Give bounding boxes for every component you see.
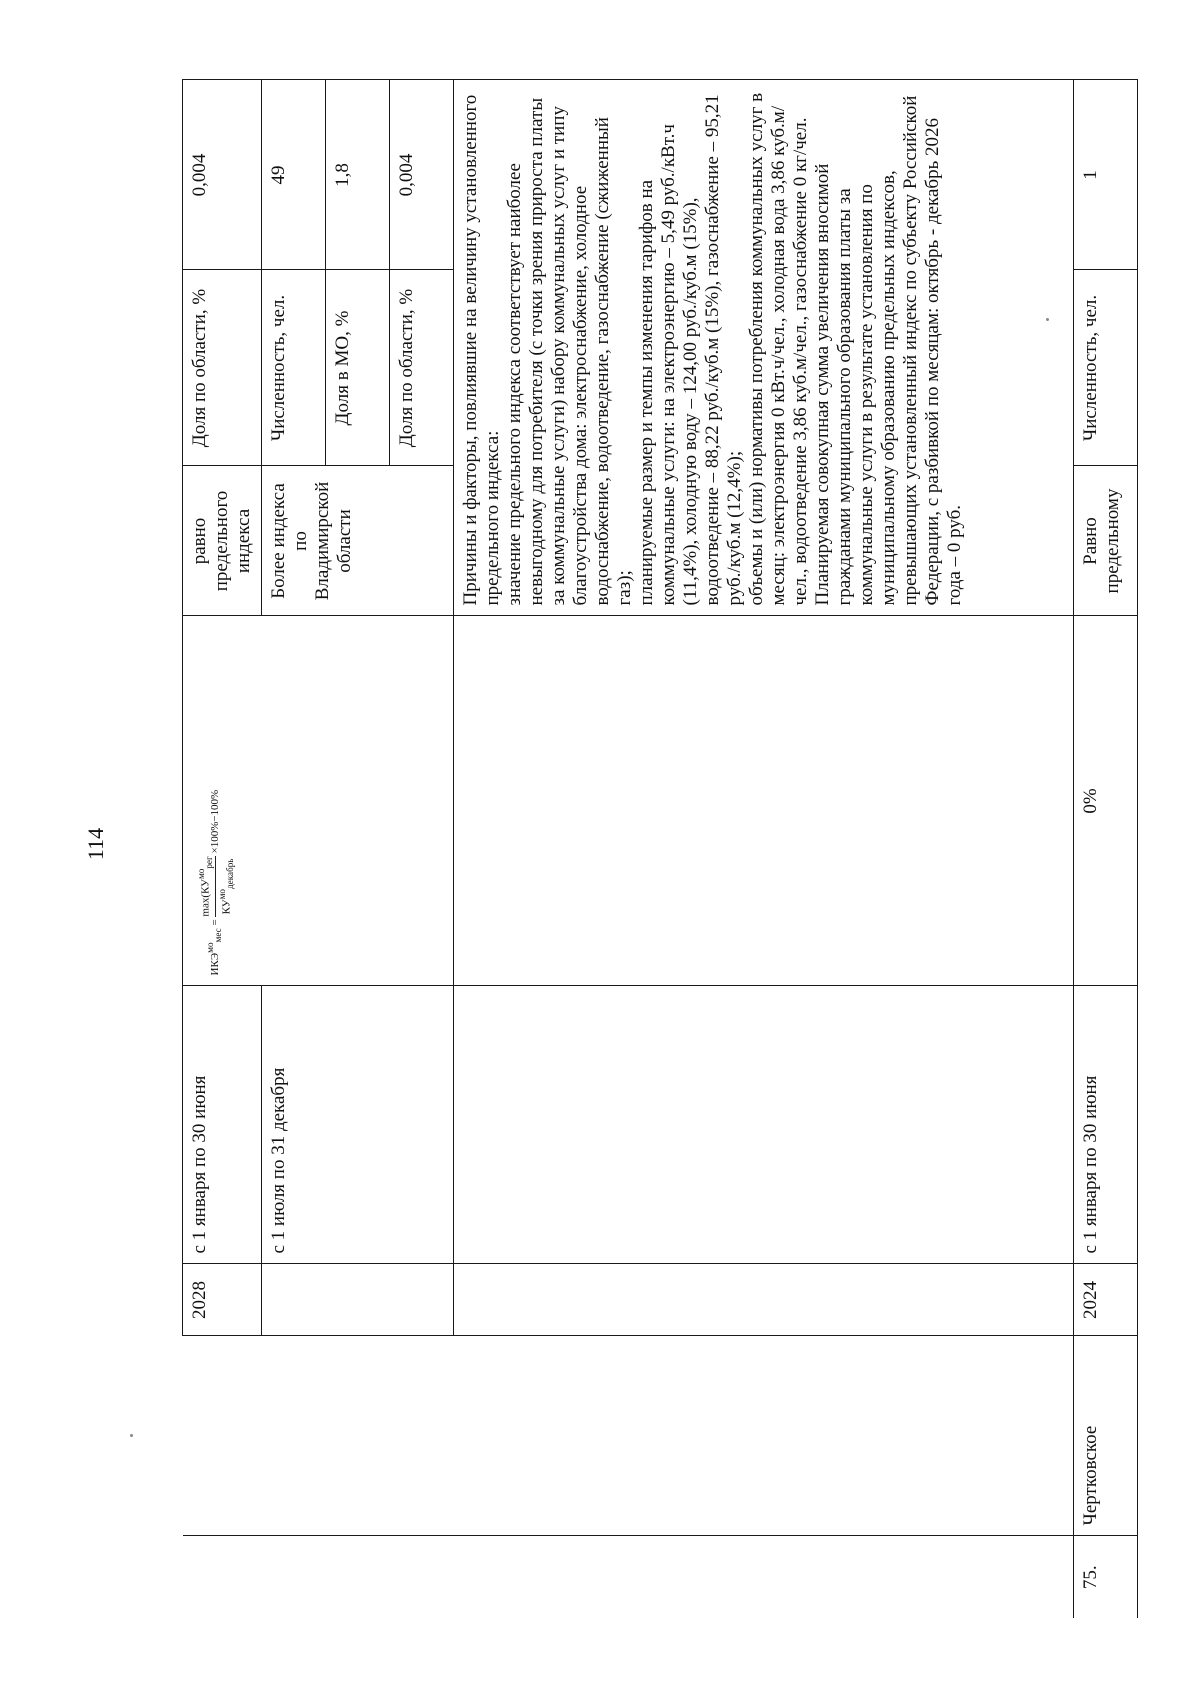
reasons-line-1: Причины и факторы, повлиявшие на величину установленного предельного индекса: — [460, 94, 503, 606]
share-region-label: Доля по области, % — [183, 270, 262, 466]
share-mo-label: Доля в МО, % — [326, 270, 390, 466]
reasons-line-5: Планируемая совокупная сумма увеличения вносимой гражданами муниципального образования платы за коммунальные услуги в результате установления по муниципальному образованию предельных индексов, превышающих установленный индекс по субъекту Российской Федерации, с разбивкой по месяцам: октябрь - декабрь 2026 года – 0 руб. — [812, 95, 965, 606]
year-2024: 2024 — [1074, 1264, 1138, 1336]
rotated-table-container — [182, 80, 1123, 1618]
share-region-label-2: Доля по области, % — [390, 270, 454, 466]
cell-name-empty-3 — [454, 1336, 1074, 1536]
scan-speck — [1046, 318, 1049, 321]
count-label: Численность, чел. — [262, 270, 326, 466]
reasons-line-4: объемы и (или) нормативы потребления коммунальных услуг в месяц: электроэнергия 0 кВт.ч/чел., холодная вода 3,86 куб.м/чел., водоотведение 3,86 куб.м/чел., газоснабжение 0 кг/чел. — [746, 92, 811, 606]
cell-name-empty-2 — [262, 1336, 454, 1536]
cell-name-empty — [183, 1336, 262, 1536]
row-reasons — [454, 80, 1074, 1618]
equal-limit-label: Равно предельному — [1074, 466, 1138, 616]
equal-index-label: равно предельного индекса — [183, 466, 262, 616]
year-empty — [262, 1264, 454, 1336]
period-2024: с 1 января по 30 июня — [1074, 986, 1138, 1264]
row-75 — [1074, 80, 1138, 1618]
percent-value: 0% — [1074, 616, 1138, 986]
scan-speck — [130, 1434, 133, 1437]
cell-number-empty-2 — [262, 1536, 454, 1618]
share-region-value-2: 0,004 — [390, 80, 454, 270]
count-label-75: Численность, чел. — [1074, 270, 1138, 466]
period-empty-3 — [454, 986, 1074, 1264]
index-formula: $ИКЭ^{мо}_{мес}$ = $\max(КУ^{мо}_{рег}$ $КУ^{мо}_{декабрь}$ ×100%−100% — [183, 616, 454, 986]
count-value: 49 — [262, 80, 326, 270]
period-jan-jun: с 1 января по 30 июня — [183, 986, 262, 1264]
count-value-75: 1 — [1074, 80, 1138, 270]
reasons-line-3: планируемые размер и темпы изменения тарифов на коммунальные услуги: на электроэнергию – 5,49 руб./кВт.ч (11,4%), холодную воду – 124,00 руб./куб.м (15%), водоотведение – 88,22 руб./куб.м (15%), газоснабжение – 95,21 руб./куб.м (12,4%); — [636, 94, 745, 606]
reasons-line-2: значение предельного индекса соответствует наиболее невыгодному для потребителя (с точки зрения прироста платы за коммунальные услуги) набору коммунальных услуг и типу благоустройства дома: электроснабжение, холодное водоснабжение, водоотведение, газоснабжение (сжиженный газ); — [504, 97, 635, 606]
page-number: 114 — [83, 827, 108, 861]
year-empty-3 — [454, 1264, 1074, 1336]
share-mo-value: 1,8 — [326, 80, 390, 270]
above-index-label: Более индекса по Владимирской области — [262, 466, 454, 616]
tariff-index-table — [182, 80, 1138, 1619]
cell-number-empty-3 — [454, 1536, 1074, 1618]
share-region-value: 0,004 — [183, 80, 262, 270]
formula-empty-3 — [454, 616, 1074, 986]
row-2028-a — [183, 80, 262, 1618]
period-jul-dec: с 1 июля по 31 декабря — [262, 986, 454, 1264]
reasons-text — [454, 80, 1074, 616]
row-number: 75. — [1074, 1536, 1138, 1618]
year-2028: 2028 — [183, 1264, 262, 1336]
cell-number-empty — [183, 1536, 262, 1618]
municipality-name: Чертковское — [1074, 1336, 1138, 1536]
